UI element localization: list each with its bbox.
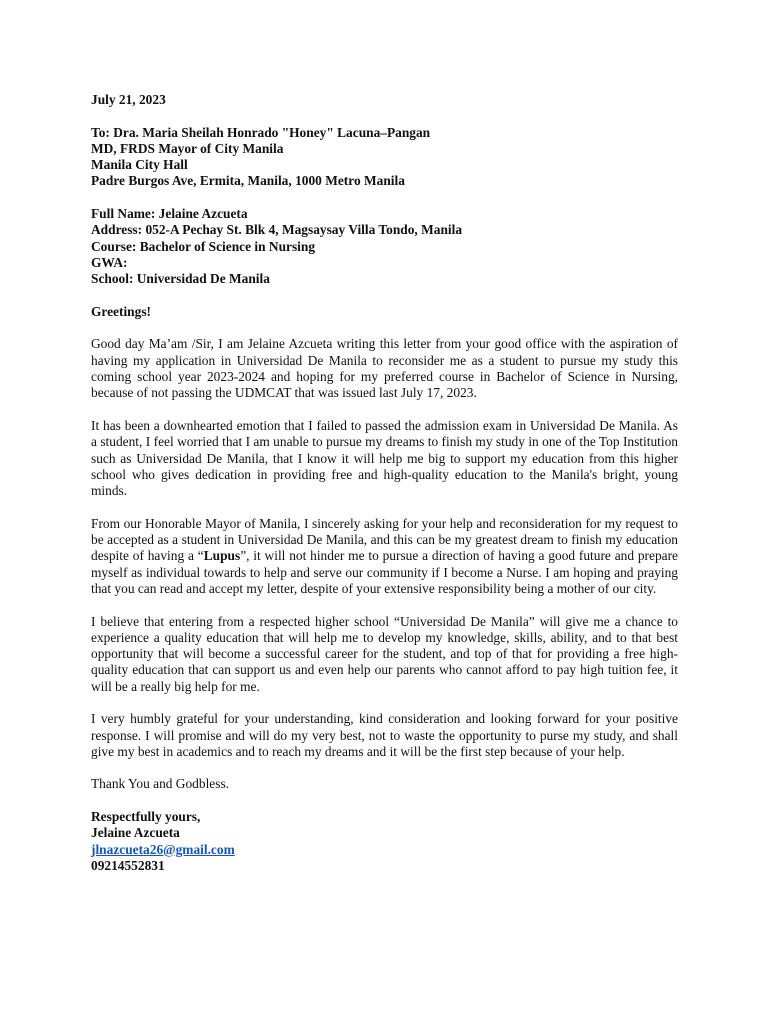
applicant-full-name: Full Name: Jelaine Azcueta	[91, 206, 248, 222]
spacer	[91, 760, 678, 776]
paragraph-3-end: ”, it will not hinder me to pursue a direction of having a good future and prepare myself as individual towards to help and serve our community if I become a Nurse. I am hoping and praying that you can read and accept my letter, despite of your extensive responsibility being a mother of our city.	[91, 548, 678, 596]
applicant-info-block	[91, 206, 678, 287]
applicant-course: Course: Bachelor of Science in Nursing	[91, 238, 316, 254]
spacer	[91, 793, 678, 809]
spacer	[91, 190, 678, 206]
recipient-line-2: MD, FRDS Mayor of City Manila	[91, 140, 284, 156]
phone-number: 09214552831	[91, 857, 165, 873]
paragraph-6: Thank You and Godbless.	[91, 776, 229, 792]
spacer	[91, 695, 678, 711]
applicant-gwa: GWA:	[91, 254, 128, 270]
email-link[interactable]: jlnazcueta26@gmail.com	[91, 841, 235, 857]
paragraph-5: I very humbly grateful for your understanding, kind consideration and looking forward for your positive response. I will promise and will do my very best, not to waste the opportunity to purse my study, and shall give my best in academics and to reach my dreams and it will be the first step because of your help.	[91, 711, 678, 759]
applicant-school: School: Universidad De Manila	[91, 271, 270, 287]
closing-block	[91, 809, 678, 874]
applicant-address: Address: 052-A Pechay St. Blk 4, Magsaysay Villa Tondo, Manila	[91, 222, 463, 238]
spacer	[91, 402, 678, 418]
paragraph-3-start: From our Honorable Mayor of Manila, I sincerely asking for your help and reconsideration for my request to be accepted as a student in Universidad De Manila, and this can be my greatest dream to finish my education despite of having a “	[91, 515, 678, 564]
paragraph-3	[91, 516, 678, 597]
spacer	[91, 288, 678, 304]
letter-date: July 21, 2023	[91, 92, 166, 107]
spacer	[91, 320, 678, 336]
signatory-name: Jelaine Azcueta	[91, 825, 180, 841]
spacer	[91, 108, 678, 124]
spacer	[91, 597, 678, 613]
spacer	[91, 499, 678, 515]
paragraph-2: It has been a downhearted emotion that I failed to passed the admission exam in Universidad De Manila. As a student, I feel worried that I am unable to pursue my dreams to finish my study in one of the Top Institution such as Universidad De Manila, that I know it will help me big to support my education from this higher school who gives dedication in providing free and high-quality education to the Manila's bright, young minds.	[91, 417, 678, 499]
greeting: Greetings!	[91, 303, 151, 319]
letter-page	[91, 92, 678, 874]
recipient-line-3: Manila City Hall	[91, 157, 188, 173]
paragraph-1: Good day Ma’am /Sir, I am Jelaine Azcueta writing this letter from your good office with the aspiration of having my application in Universidad De Manila to reconsider me as a student to pursue my study this coming school year 2023-2024 and hoping for my preferred course in Bachelor of Science in Nursing, because of not passing the UDMCAT that was issued last July 17, 2023.	[91, 336, 678, 401]
closing-salutation: Respectfully yours,	[91, 809, 201, 825]
lupus-emphasis: Lupus	[203, 548, 241, 564]
paragraph-4: I believe that entering from a respected higher school “Universidad De Manila” will give me a chance to experience a quality education that will help me to develop my knowledge, skills, ability, and to that best opportunity that will become a successful career for the student, and top of that for providing a free high-quality education that can support us and even help our parents who cannot afford to pay high tuition fee, it will be a really big help for me.	[91, 613, 678, 694]
recipient-block	[91, 125, 678, 190]
recipient-line-1: To: Dra. Maria Sheilah Honrado "Honey" Lacuna–Pangan	[91, 124, 431, 140]
recipient-line-4: Padre Burgos Ave, Ermita, Manila, 1000 Metro Manila	[91, 173, 405, 189]
